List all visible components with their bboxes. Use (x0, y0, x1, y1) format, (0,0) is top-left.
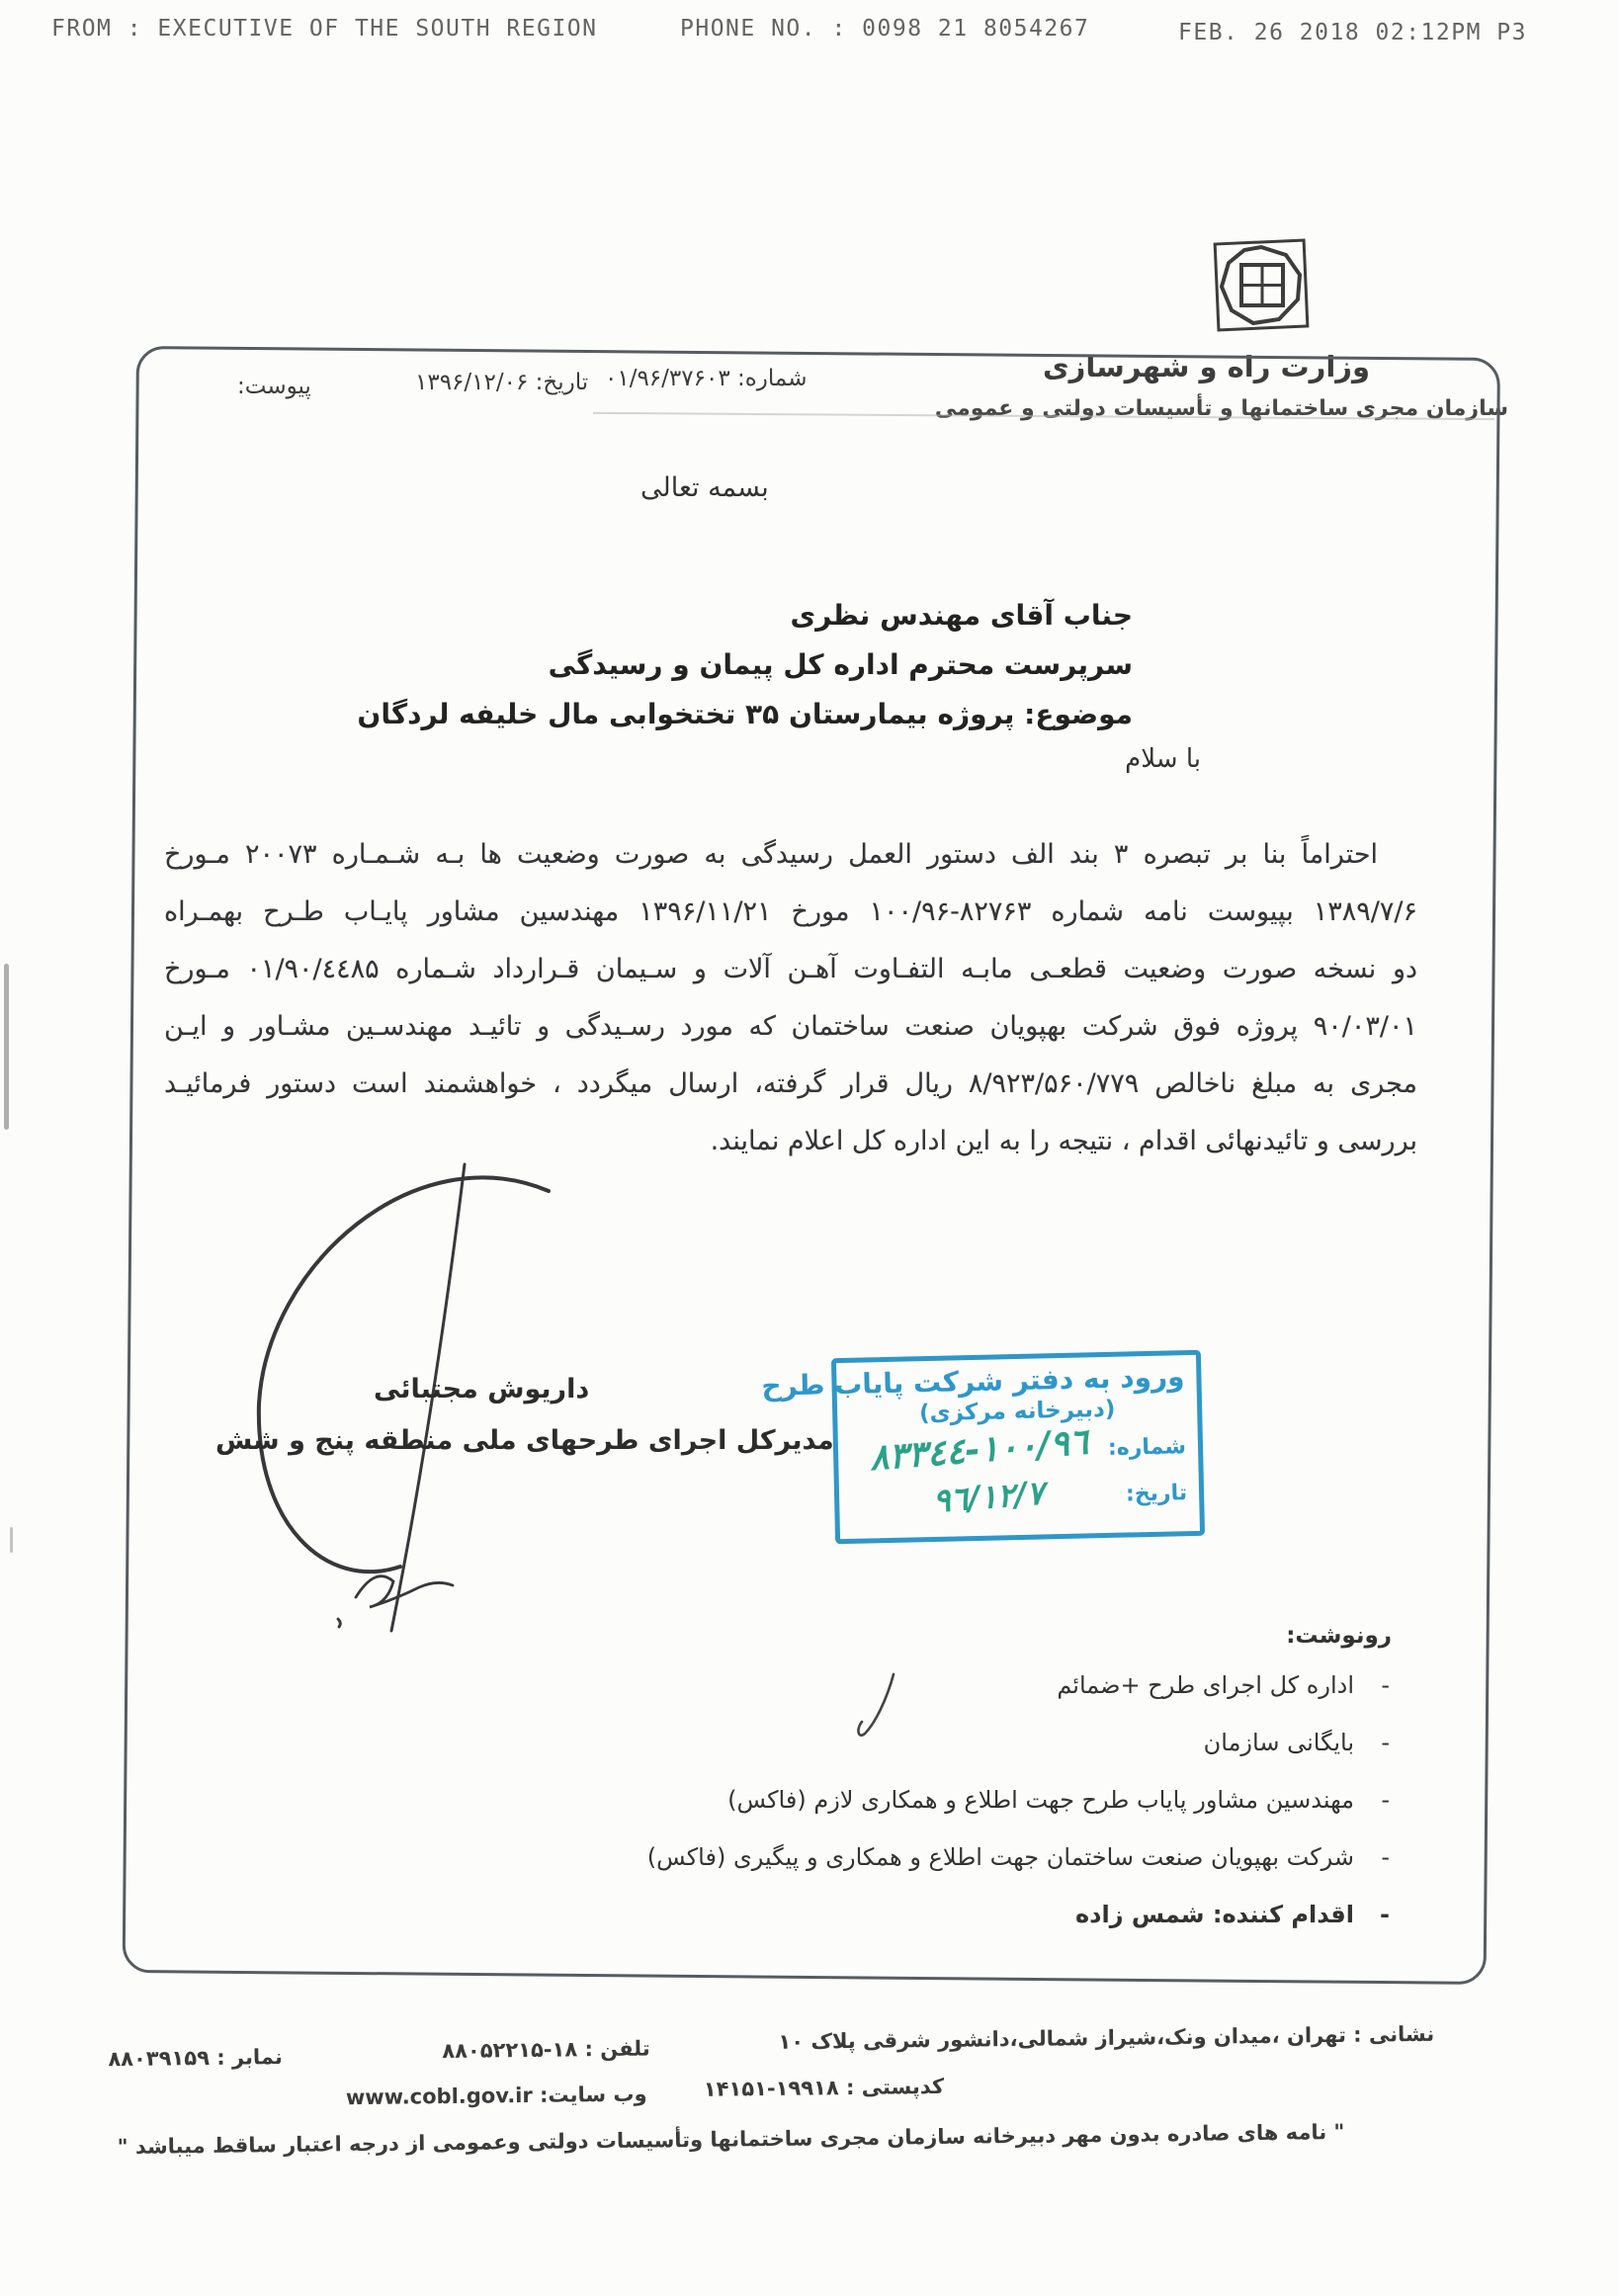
body-paragraph (164, 826, 1417, 1170)
body-line: احتراماً بنا بر تبصره ۳ بند الف دستور العمل رسیدگی به صورت وضعیت ها بـه شـمـاره ۲۰۰۷۳ مـورخ (164, 839, 1379, 870)
letter-date-field (415, 370, 588, 395)
footer (98, 2022, 1444, 2187)
stamp-subtitle: (دبیرخانه مرکزی) (918, 1396, 1116, 1427)
footer-phone-value: ۸۸۰۵۲۲۱۵-۱۸ (442, 2037, 578, 2064)
letter-attachment-label: پیوست: (237, 374, 311, 399)
footer-fax-value: ۸۸۰۳۹۱۵۹ (108, 2045, 211, 2072)
body-line: ۹۰/۰۳/۰۱ پروژه فوق شرکت بهپویان صنعت ساختمان که مورد رسـیدگی و تائیـد مهندسـین مشـاور و ایـن (164, 1011, 1417, 1042)
fax-header-from: FROM : EXECUTIVE OF THE SOUTH REGION (51, 16, 598, 42)
letter-number-label: شماره: (737, 366, 808, 391)
fax-header-datetime: FEB. 26 2018 02:12PM P3 (1178, 20, 1527, 45)
body-line: بررسی و تائیدنهائی اقدام ، نتیجه را به این اداره کل اعلام نمایند. (710, 1126, 1417, 1156)
footer-postal-code (704, 2075, 945, 2101)
cc-item (500, 1898, 1390, 1931)
footer-phone (442, 2036, 650, 2063)
signature-name: داریوش مجتبائی (374, 1374, 590, 1404)
stamp-date-value: ٩٦/١٢/٧ (931, 1473, 1046, 1520)
cc-item (500, 1840, 1390, 1874)
recipient-name: جناب آقای مهندس نظری (790, 599, 1133, 632)
handwritten-checkmark-icon (848, 1666, 907, 1745)
footer-address: نشانی : تهران ،میدان ونک،شیراز شمالی،دانشور شرقی پلاک ۱۰ (778, 2021, 1435, 2054)
letter-attachment-field (237, 374, 311, 399)
cc-item-label: مهندسین مشاور پایاب طرح جهت اطلاع و همکاری لازم (فاکس) (727, 1786, 1354, 1814)
cc-item (500, 1726, 1390, 1759)
cc-list (500, 1668, 1390, 1955)
stamp-number-value: ١٠٠/٩٦-٨٣٣٤٤ (868, 1421, 1090, 1480)
dash-bullet-icon: - (1381, 1843, 1390, 1871)
dash-bullet-icon: - (1381, 1671, 1390, 1699)
body-line: ۱۳۸۹/۷/۶ بپیوست نامه شماره ⁦۱۰۰/۹۶-۸۲۷۶۳⁩ مورخ ۱۳۹۶/۱۱/۲۱ مهندسین مشاور پایـاب طـرح بهمـراه (164, 896, 1417, 927)
cc-label: رونوشت: (1286, 1623, 1392, 1649)
footer-website-label: وب سایت: (539, 2082, 647, 2107)
scan-artifact (10, 1527, 13, 1553)
footer-website-value: www.cobl.gov.ir (345, 2083, 533, 2110)
dash-bullet-icon: - (1381, 1786, 1390, 1814)
dash-bullet-icon: - (1381, 1729, 1390, 1756)
cc-item-label: اقدام کننده: شمس زاده (1074, 1901, 1354, 1928)
signature-title: مدیرکل اجرای طرحهای ملی منطقه پنج و شش (215, 1425, 834, 1456)
cc-item (500, 1783, 1390, 1817)
footer-disclaimer: " نامه های صادره بدون مهر دبیرخانه سازمان مجری ساختمانها وتأسیسات دولتی وعمومی از درجه اعتبار ساقط میباشد " (117, 2119, 1345, 2160)
letterhead-organization: سازمان مجری ساختمانها و تأسیسات دولتی و عمومی (934, 396, 1508, 421)
cc-item-label: شرکت بهپویان صنعت ساختمان جهت اطلاع و همکاری و پیگیری (فاکس) (646, 1843, 1354, 1871)
letter-date-value: ۱۳۹۶/۱۲/۰۶ (415, 370, 529, 395)
footer-phone-label: تلفن : (584, 2036, 650, 2062)
stamp-number-row (850, 1421, 1187, 1479)
footer-website (346, 2083, 647, 2110)
recipient-title: سرپرست محترم اداره کل پیمان و رسیدگی (548, 648, 1133, 681)
letter-number-value: ۰۱/۹۶/۳۷۶۰۳ (605, 366, 730, 391)
entry-stamp (761, 1350, 1205, 1544)
letter-date-label: تاریخ: (535, 370, 589, 395)
footer-fax (108, 2045, 283, 2071)
dash-bullet-icon: - (1380, 1901, 1390, 1928)
body-line: مجری به مبلغ ناخالص ۸/۹۲۳/۵۶۰/۷۷۹ ریال قرار گرفته، ارسال میگردد ، خواهشمند است دستور فرمائیـد (164, 1068, 1417, 1099)
footer-fax-label: نمابر : (216, 2045, 283, 2070)
letterhead-ministry: وزارت راه و شهرسازی (1043, 350, 1370, 383)
subject-line: موضوع: پروژه بیمارستان ۳۵ تختخوابی مال خلیفه لردگان (357, 698, 1133, 730)
besmele-heading: بسمه تعالی (640, 472, 769, 503)
stamp-number-label: شماره: (1107, 1433, 1187, 1461)
ministry-logo-icon (1208, 237, 1315, 336)
footer-postal-value: ۱۴۱۵۱-۱۹۹۱۸ (703, 2076, 839, 2101)
footer-postal-label: کدپستی : (845, 2074, 945, 2100)
cc-item-label: اداره کل اجرای طرح +ضمائم (1057, 1671, 1354, 1699)
scan-artifact (4, 964, 9, 1130)
body-line: دو نسخه صورت وضعیت قطعـی مابـه التفـاوت آهـن آلات و سـیمان قـرارداد شـماره ۰۱/۹۰/٤٤۸۵ مـورخ (164, 954, 1418, 984)
stamp-title: ورود به دفتر شرکت پایاب طرح (761, 1360, 1185, 1403)
cc-item-label: بایگانی سازمان (1203, 1729, 1354, 1756)
fax-header-phone: PHONE NO. : 0098 21 8054267 (680, 16, 1090, 42)
stamp-date-label: تاریخ: (1125, 1480, 1188, 1507)
recipient-block (357, 591, 1133, 739)
cc-item (500, 1668, 1390, 1702)
salutation: با سلام (1125, 744, 1201, 774)
letter-number-field (605, 366, 807, 391)
